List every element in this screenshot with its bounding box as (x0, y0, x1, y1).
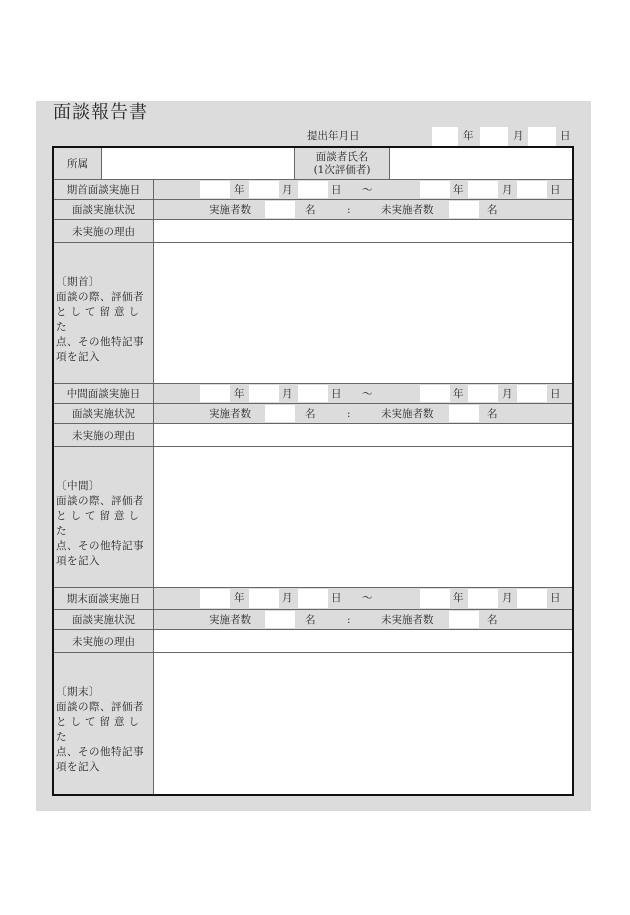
month-unit: 月 (502, 388, 513, 400)
to-day-field[interactable] (517, 385, 547, 402)
month-unit: 月 (502, 592, 513, 604)
unit: 名 (487, 408, 498, 420)
submission-year-unit: 年 (463, 130, 474, 142)
submission-day-field[interactable] (528, 127, 556, 146)
done-count-label: 実施者数 (209, 408, 251, 420)
notes-line: として留意した (56, 716, 143, 743)
unit: 名 (487, 614, 498, 626)
year-unit: 年 (234, 184, 245, 196)
from-month-field[interactable] (249, 385, 279, 402)
notes-row-mid (54, 447, 572, 588)
from-day-field[interactable] (298, 181, 328, 198)
done-count-label: 実施者数 (209, 614, 251, 626)
reason-field[interactable] (154, 220, 572, 242)
unit: 名 (305, 408, 316, 420)
notes-row-end (54, 653, 572, 794)
from-year-field[interactable] (200, 589, 230, 608)
notes-line: 項を記入 (56, 555, 100, 567)
notes-field[interactable] (154, 653, 572, 794)
date-label: 中間面談実施日 (54, 384, 154, 403)
submission-month-field[interactable] (480, 127, 508, 146)
reason-row-mid (54, 424, 572, 447)
reason-row-end (54, 630, 572, 653)
notes-line: 項を記入 (56, 351, 100, 363)
status-row-mid (54, 404, 572, 424)
year-unit: 年 (453, 388, 464, 400)
done-count-label: 実施者数 (209, 204, 251, 216)
colon: : (347, 408, 351, 420)
status-row-start (54, 200, 572, 220)
interviewer-label-line1: 面談者氏名 (315, 150, 369, 163)
page-title: 面談報告書 (53, 102, 148, 123)
tilde: 〜 (362, 184, 373, 196)
status-label: 面談実施状況 (54, 404, 154, 423)
affiliation-label: 所属 (54, 148, 102, 179)
day-unit: 日 (550, 184, 561, 196)
date-label: 期末面談実施日 (54, 588, 154, 609)
notes-field[interactable] (154, 447, 572, 587)
not-done-count-label: 未実施者数 (381, 614, 434, 626)
to-year-field[interactable] (420, 181, 450, 198)
notes-head: 〔期首〕 (56, 276, 100, 288)
year-unit: 年 (453, 184, 464, 196)
to-day-field[interactable] (517, 181, 547, 198)
to-month-field[interactable] (468, 181, 498, 198)
notes-field[interactable] (154, 243, 572, 383)
day-unit: 日 (331, 184, 342, 196)
notes-line: として留意した (56, 306, 143, 333)
notes-label (56, 479, 154, 569)
notes-line: 面談の際、評価者 (56, 495, 144, 507)
notes-head: 〔期末〕 (56, 686, 100, 698)
not-done-count-field[interactable] (449, 405, 479, 422)
not-done-count-field[interactable] (449, 201, 479, 218)
status-label: 面談実施状況 (54, 610, 154, 629)
reason-label: 未実施の理由 (54, 220, 154, 242)
notes-line: 面談の際、評価者 (56, 701, 144, 713)
unit: 名 (305, 614, 316, 626)
date-label: 期首面談実施日 (54, 180, 154, 199)
notes-line: 面談の際、評価者 (56, 291, 144, 303)
tilde: 〜 (362, 388, 373, 400)
notes-label (56, 275, 154, 365)
reason-label: 未実施の理由 (54, 424, 154, 446)
month-unit: 月 (282, 592, 293, 604)
notes-line: として留意した (56, 510, 143, 537)
from-month-field[interactable] (249, 589, 279, 608)
notes-row-start (54, 243, 572, 384)
unit: 名 (487, 204, 498, 216)
month-unit: 月 (282, 184, 293, 196)
header-row (54, 148, 572, 180)
done-count-field[interactable] (265, 611, 295, 628)
status-label: 面談実施状況 (54, 200, 154, 219)
submission-day-unit: 日 (560, 130, 571, 142)
day-unit: 日 (550, 388, 561, 400)
to-month-field[interactable] (468, 589, 498, 608)
not-done-count-label: 未実施者数 (381, 408, 434, 420)
year-unit: 年 (234, 388, 245, 400)
notes-line: 点、その他特記事 (56, 746, 144, 758)
from-year-field[interactable] (200, 181, 230, 198)
not-done-count-label: 未実施者数 (381, 204, 434, 216)
to-day-field[interactable] (517, 589, 547, 608)
submission-year-field[interactable] (432, 127, 458, 146)
month-unit: 月 (282, 388, 293, 400)
reason-field[interactable] (154, 424, 572, 446)
date-row-end (54, 588, 572, 610)
interviewer-field[interactable] (390, 148, 572, 179)
notes-head: 〔中間〕 (56, 480, 100, 492)
affiliation-field[interactable] (102, 148, 295, 179)
interviewer-label-line2: (1次評価者) (313, 163, 371, 176)
reason-field[interactable] (154, 630, 572, 652)
month-unit: 月 (502, 184, 513, 196)
done-count-field[interactable] (265, 201, 295, 218)
notes-line: 点、その他特記事 (56, 540, 144, 552)
tilde: 〜 (362, 592, 373, 604)
from-day-field[interactable] (298, 385, 328, 402)
colon: : (347, 204, 351, 216)
done-count-field[interactable] (265, 405, 295, 422)
year-unit: 年 (234, 592, 245, 604)
to-year-field[interactable] (420, 385, 450, 402)
notes-line: 点、その他特記事 (56, 336, 144, 348)
notes-line: 項を記入 (56, 761, 100, 773)
to-year-field[interactable] (420, 589, 450, 608)
status-row-end (54, 610, 572, 630)
date-row-start (54, 180, 572, 200)
from-year-field[interactable] (200, 385, 230, 402)
not-done-count-field[interactable] (449, 611, 479, 628)
colon: : (347, 614, 351, 626)
from-month-field[interactable] (249, 181, 279, 198)
year-unit: 年 (453, 592, 464, 604)
day-unit: 日 (550, 592, 561, 604)
unit: 名 (305, 204, 316, 216)
day-unit: 日 (331, 388, 342, 400)
reason-row-start (54, 220, 572, 243)
submission-date-label: 提出年月日 (307, 130, 360, 142)
reason-label: 未実施の理由 (54, 630, 154, 652)
report-table (52, 146, 574, 796)
interviewer-label (295, 148, 390, 179)
from-day-field[interactable] (298, 589, 328, 608)
date-row-mid (54, 384, 572, 404)
notes-label (56, 685, 154, 775)
day-unit: 日 (331, 592, 342, 604)
to-month-field[interactable] (468, 385, 498, 402)
submission-month-unit: 月 (513, 130, 524, 142)
